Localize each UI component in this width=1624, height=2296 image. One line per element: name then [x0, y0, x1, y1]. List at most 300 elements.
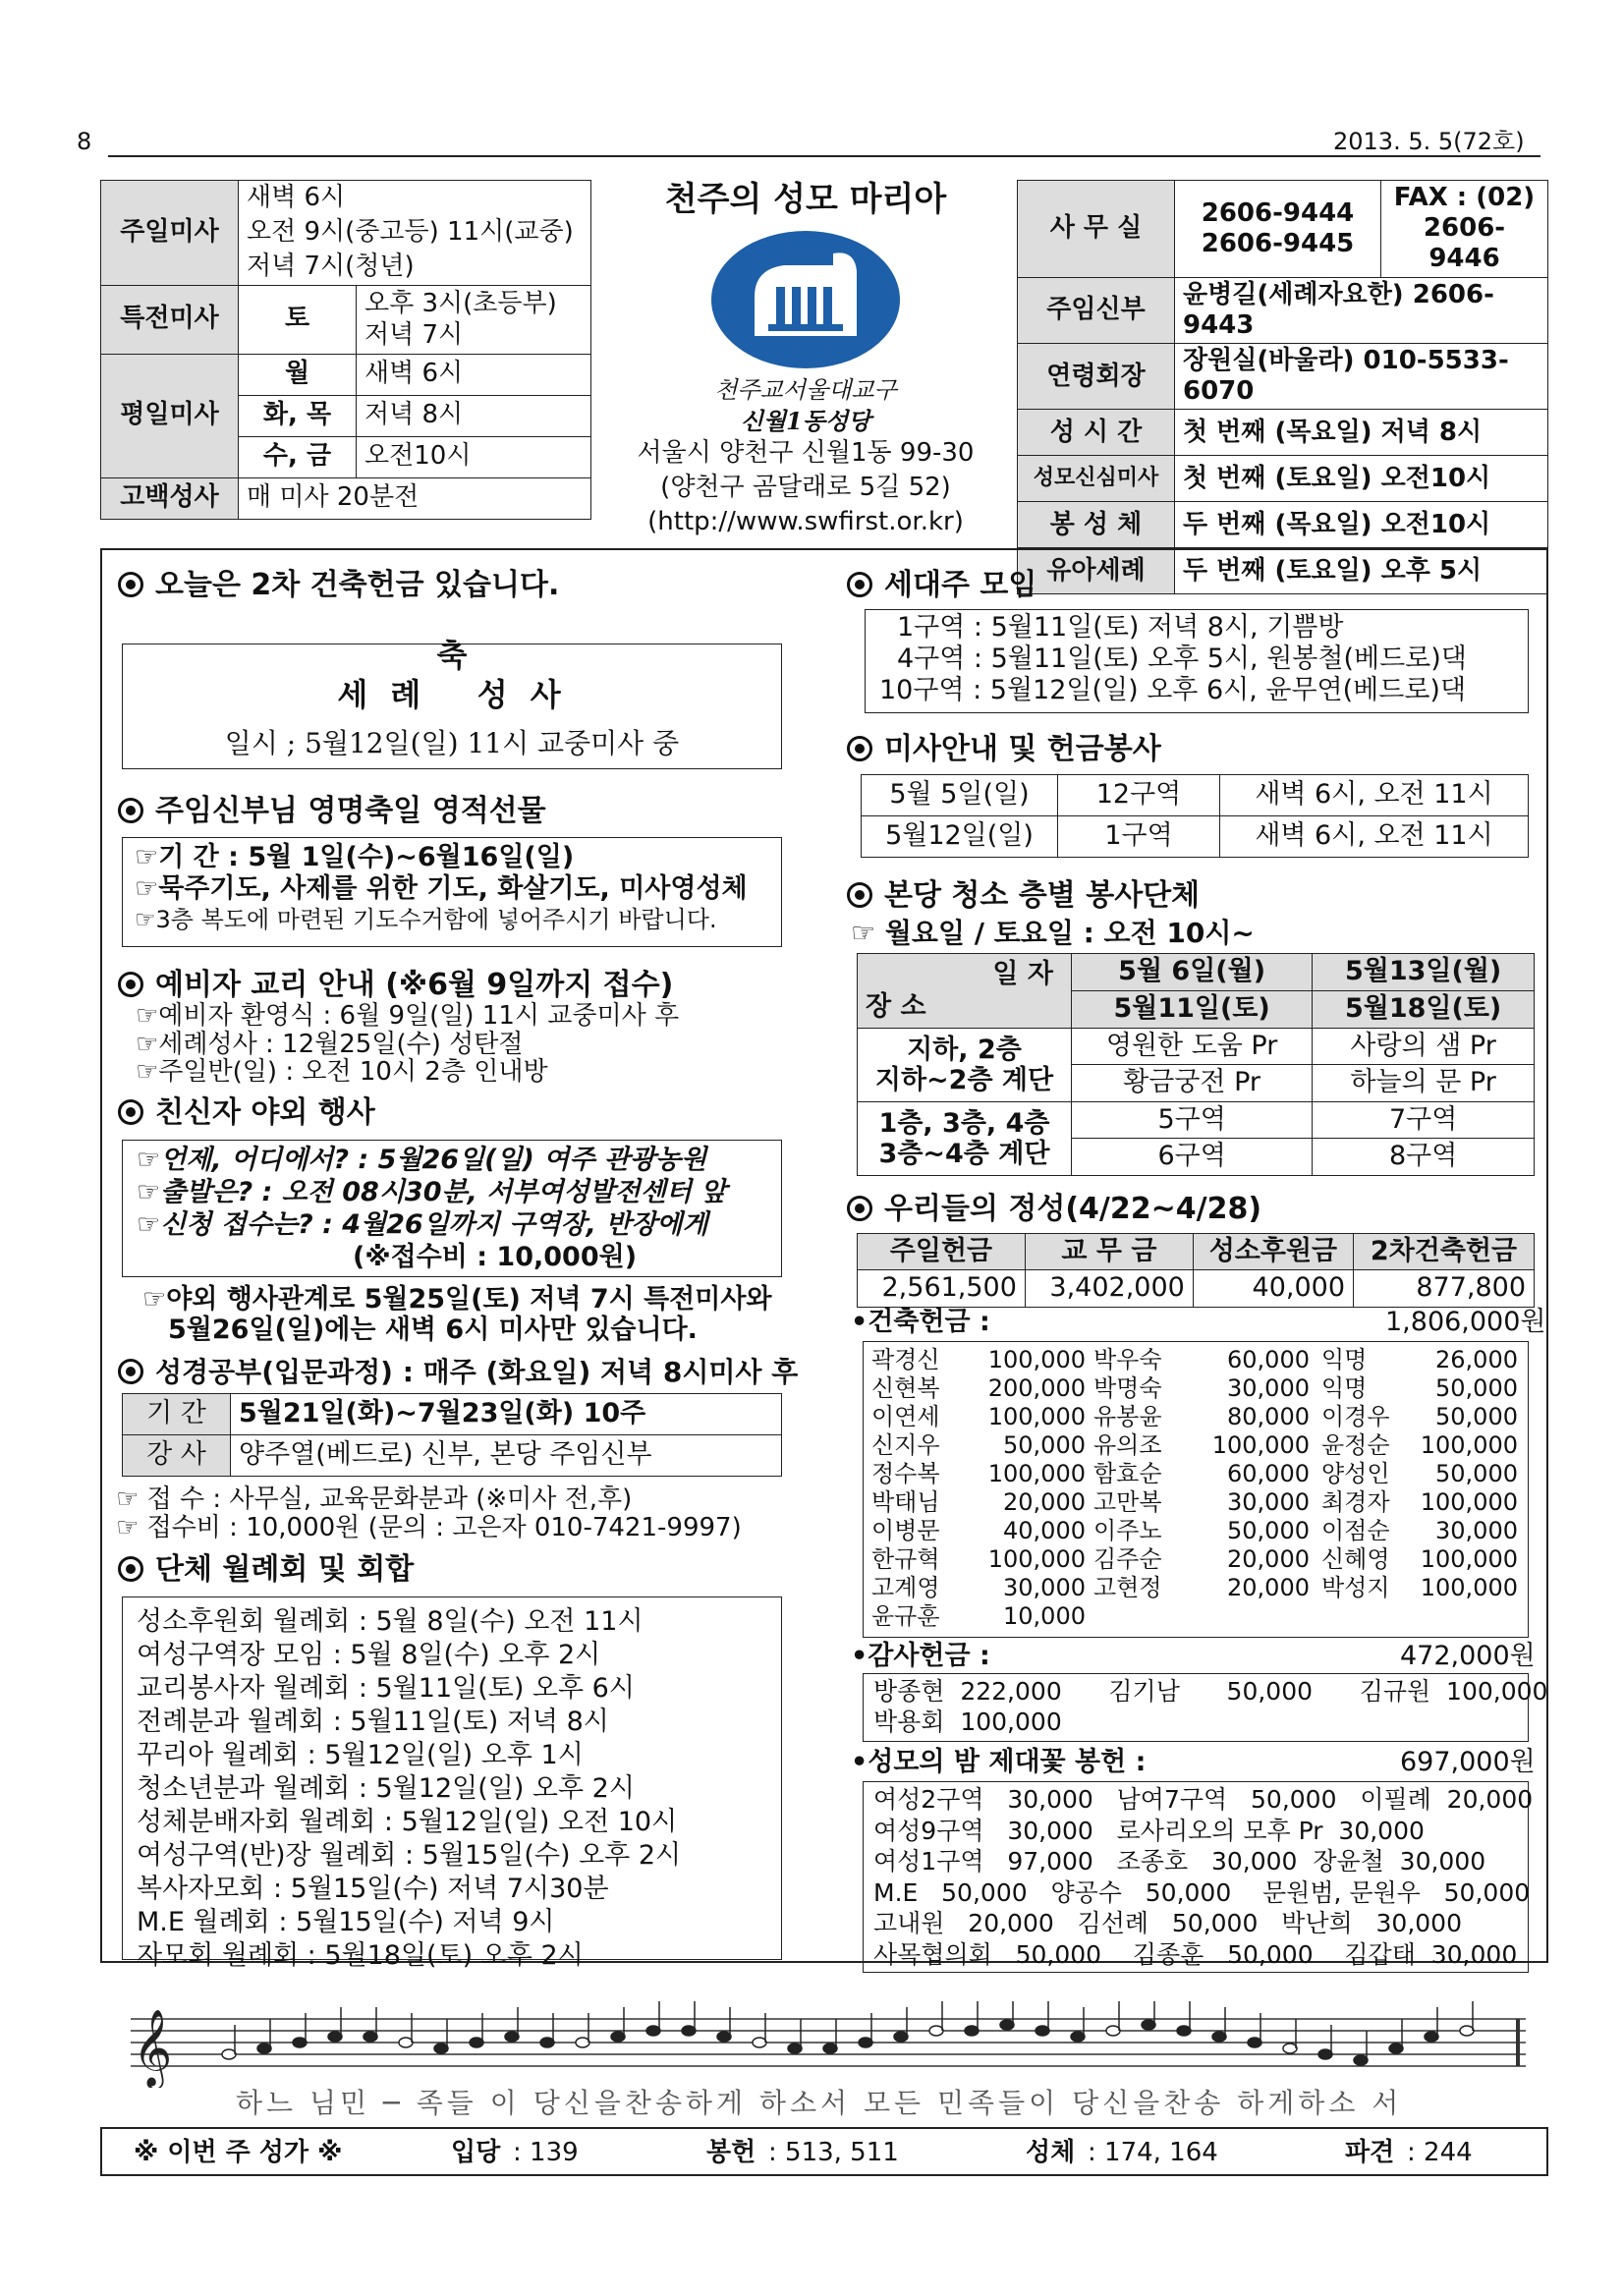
thanks-offering-total: 472,000원	[1400, 1641, 1536, 1671]
office-row-label: 성 시 간	[1018, 410, 1175, 456]
donor-row	[871, 1574, 1086, 1602]
music-note	[1142, 2020, 1155, 2030]
cleaning-place: 1층, 3층, 4층	[878, 1107, 1050, 1139]
cleaning-group: 8구역	[1313, 1139, 1535, 1175]
weekday-time: 저녁 8시	[357, 395, 591, 436]
cleaning-table	[857, 953, 1535, 1176]
guide-area: 1구역	[1058, 816, 1220, 858]
donor-amount: 20,000	[1227, 1545, 1310, 1574]
cleaning-date-header: 일 자	[992, 959, 1053, 990]
guide-time: 새벽 6시, 오전 11시	[1220, 816, 1529, 858]
donor-amount: 30,000	[1435, 1517, 1518, 1545]
parish-title: 천주의 성모 마리아	[664, 180, 947, 219]
bible-period: 5월21일(화)~7월23일(화) 10주	[231, 1394, 782, 1435]
donor-row	[1093, 1403, 1310, 1431]
offering-table	[857, 1233, 1535, 1308]
office-row-label: 성모신심미사	[1018, 456, 1175, 502]
guide-date: 5월 5일(일)	[862, 775, 1058, 816]
building-fund-label: •건축헌금 :	[851, 1307, 990, 1337]
bible-period-label: 기 간	[123, 1394, 231, 1435]
group-meeting-line: 복사자모회 : 5월15일(수) 저녁 7시30분	[137, 1874, 609, 1905]
household-title: 세대주 모임	[847, 568, 1036, 603]
cleaning-group: 7구역	[1313, 1101, 1535, 1138]
donor-name: 함효순	[1093, 1460, 1162, 1488]
donor-name: 박명숙	[1093, 1374, 1162, 1403]
donor-row	[1093, 1431, 1310, 1460]
offertory-label: 봉헌	[706, 2138, 756, 2167]
donor-row	[871, 1517, 1086, 1545]
donor-name: 곽경신	[871, 1346, 940, 1373]
church-website-link[interactable]: (http://www.swfirst.or.kr)	[647, 507, 964, 537]
donor-name: 익명	[1321, 1346, 1368, 1373]
confession-label: 고백성사	[101, 477, 239, 519]
sunday-line: 새벽 6시	[239, 181, 591, 216]
household-line: 1구역 : 5월11일(토) 저녁 8시, 기쁨방	[897, 612, 1344, 643]
page-header	[77, 128, 1550, 167]
flower-offering-total: 697,000원	[1400, 1747, 1536, 1777]
offering-value: 3,402,000	[1025, 1270, 1193, 1307]
donor-name: 고계영	[871, 1574, 940, 1602]
cleaning-group: 5구역	[1072, 1101, 1313, 1138]
cleaning-group: 사랑의 샘 Pr	[1313, 1029, 1535, 1065]
parish-logo-block	[609, 180, 1002, 539]
groups-title: 단체 월례회 및 회합	[118, 1552, 414, 1588]
sunday-mass-label: 주일미사	[101, 181, 239, 286]
donor-amount: 100,000	[1211, 1431, 1310, 1460]
office-row-value: 첫 번째 (토요일) 오전10시	[1175, 456, 1548, 502]
thanks-line: 방종현 222,000 김기남 50,000 김규원 100,000	[873, 1677, 1548, 1706]
office-row-value: 두 번째 (토요일) 오후 5시	[1175, 548, 1548, 594]
bullet-icon	[847, 882, 872, 908]
donor-row	[1321, 1517, 1518, 1545]
group-meeting-line: 성체분배자회 월례회 : 5월12일(일) 오전 10시	[137, 1807, 678, 1838]
fax-label: FAX : (02)	[1393, 183, 1536, 212]
donor-row	[1321, 1460, 1518, 1488]
group-meeting-line: 꾸리아 월례회 : 5월12일(일) 오후 1시	[137, 1740, 584, 1771]
music-note	[1248, 2038, 1261, 2047]
special-mass-label: 특전미사	[101, 285, 239, 354]
music-note	[1177, 2026, 1191, 2036]
guide-area: 12구역	[1058, 775, 1220, 816]
donor-name: 한규혁	[871, 1545, 940, 1574]
donor-amount: 100,000	[1420, 1574, 1518, 1602]
music-note	[1000, 2020, 1014, 2030]
music-note	[965, 2026, 979, 2036]
donor-name: 고현정	[1093, 1574, 1162, 1602]
cleaning-date: 5월11일(토)	[1072, 991, 1313, 1029]
music-note	[1460, 2026, 1474, 2036]
office-row-label: 유아세례	[1018, 548, 1175, 594]
building-fund-column	[1093, 1346, 1310, 1602]
hymn-score	[131, 2001, 1526, 2088]
bullet-icon	[118, 1359, 143, 1384]
bible-info	[116, 1485, 742, 1541]
donor-row	[871, 1431, 1086, 1460]
bible-table	[122, 1393, 782, 1477]
special-line: 오후 3시(초등부)	[364, 288, 557, 318]
donor-name: 최경자	[1321, 1488, 1390, 1517]
cleaning-group: 영원한 도움 Pr	[1072, 1029, 1313, 1065]
bible-line: ☞ 접 수 : 사무실, 교육문화분과 (※미사 전,후)	[116, 1484, 633, 1514]
music-note	[540, 2038, 554, 2047]
music-note	[364, 2032, 377, 2042]
donor-amount: 26,000	[1435, 1346, 1518, 1373]
bullet-icon	[118, 798, 143, 823]
cleaning-group: 6구역	[1072, 1139, 1313, 1175]
donor-row	[871, 1374, 1086, 1403]
bullet-icon	[847, 572, 872, 597]
weekday-time: 새벽 6시	[357, 354, 591, 395]
bible-line: ☞ 접수비 : 10,000원 (문의 : 고은자 010-7421-9997)	[116, 1512, 742, 1542]
donor-row	[1093, 1545, 1310, 1574]
donor-amount: 50,000	[1003, 1431, 1086, 1460]
page-number: 8	[77, 128, 92, 155]
donor-amount: 100,000	[987, 1403, 1086, 1431]
treble-clef-icon: 𝄞	[133, 2009, 173, 2087]
weekday-time: 오전10시	[357, 436, 591, 477]
donor-row	[871, 1460, 1086, 1488]
entrance-label: 입당	[451, 2138, 501, 2167]
baptism-detail: 일시 ; 5월12일(일) 11시 교중미사 중	[224, 727, 680, 759]
bible-title: 성경공부(입문과정) : 매주 (화요일) 저녁 8시미사 후	[118, 1356, 798, 1389]
office-row-label: 봉 성 체	[1018, 502, 1175, 548]
donor-row	[1093, 1460, 1310, 1488]
donor-amount: 30,000	[1003, 1574, 1086, 1602]
donor-row	[1321, 1574, 1518, 1602]
donor-amount: 10,000	[1003, 1602, 1086, 1631]
donor-amount: 200,000	[987, 1374, 1086, 1403]
bullet-icon	[118, 1556, 143, 1582]
donor-amount: 50,000	[1435, 1460, 1518, 1488]
communion-label: 성체	[1026, 2138, 1076, 2167]
flower-line: 여성9구역 30,000 로사리오의 모후 Pr 30,000	[873, 1816, 1425, 1845]
thanks-offering-label: •감사헌금 :	[851, 1641, 990, 1671]
cleaning-date: 5월13일(월)	[1313, 954, 1535, 991]
flower-line: 여성2구역 30,000 남여7구역 50,000 이필례 20,000	[873, 1785, 1534, 1814]
cleaning-place: 지하~2층 계단	[874, 1064, 1054, 1095]
bullet-icon	[118, 1099, 143, 1125]
donor-amount: 100,000	[1420, 1431, 1518, 1460]
cleaning-date: 5월 6일(월)	[1072, 954, 1313, 991]
catechism-title: 예비자 교리 안내 (※6월 9일까지 접수)	[118, 968, 673, 1003]
weekday-day: 수, 금	[239, 436, 357, 477]
catechism-line: ☞세례성사 : 12월25일(수) 성탄절	[136, 1029, 524, 1059]
music-note	[1318, 2049, 1332, 2059]
music-note	[1212, 2032, 1226, 2042]
bible-teacher-label: 강 사	[123, 1435, 231, 1477]
music-note	[1425, 2032, 1438, 2042]
offertory-hymn: : 513, 511	[768, 2138, 899, 2167]
baptism-box	[122, 637, 782, 769]
offering-head: 주일헌금	[858, 1234, 1026, 1270]
donor-name: 박성지	[1321, 1574, 1390, 1602]
offering-title: 우리들의 정성(4/22~4/28)	[847, 1192, 1261, 1227]
donor-name: 신지우	[871, 1431, 940, 1460]
music-note	[470, 2038, 483, 2047]
header-rule	[108, 155, 1540, 157]
flower-line: M.E 50,000 양공수 50,000 문원범, 문원우 50,000	[873, 1877, 1531, 1907]
donor-name: 박우숙	[1093, 1346, 1162, 1373]
donor-amount: 100,000	[987, 1545, 1086, 1574]
donor-row	[1321, 1488, 1518, 1517]
flower-offering-label: •성모의 밤 제대꽃 봉헌 :	[851, 1747, 1147, 1777]
music-note	[717, 2032, 731, 2042]
group-meeting-line: 성소후원회 월례회 : 5월 8일(수) 오전 11시	[137, 1606, 644, 1637]
building-fund-column	[871, 1346, 1086, 1631]
music-note	[399, 2038, 413, 2047]
donor-row	[1093, 1346, 1310, 1374]
confession-value: 매 미사 20분전	[239, 477, 591, 519]
mass-schedule-table	[100, 180, 591, 520]
office-row-value: 장원실(바울라) 010-5533-6070	[1175, 343, 1548, 409]
donor-name: 익명	[1321, 1374, 1368, 1403]
office-row-label: 주임신부	[1018, 277, 1175, 343]
weekday-day: 화, 목	[239, 395, 357, 436]
donor-name: 정수복	[871, 1460, 940, 1488]
feast-line: ☞3층 복도에 마련된 기도수거함에 넣어주시기 바랍니다.	[135, 905, 717, 933]
donor-amount: 50,000	[1435, 1403, 1518, 1431]
donor-row	[1093, 1374, 1310, 1403]
fax-number: 2606-9446	[1423, 213, 1506, 274]
building-fund-total: 1,806,000원	[1385, 1307, 1546, 1337]
office-row-value: 첫 번째 (목요일) 저녁 8시	[1175, 410, 1548, 456]
music-note	[611, 2032, 625, 2042]
music-note	[646, 2026, 660, 2036]
flower-line: 여성1구역 97,000 조종호 30,000 장윤철 30,000	[873, 1847, 1486, 1876]
parish-emblem-icon	[707, 226, 904, 373]
music-note	[1283, 2044, 1297, 2053]
donor-amount: 20,000	[1227, 1574, 1310, 1602]
picnic-line: (※접수비 : 10,000원)	[353, 1241, 638, 1272]
donor-name: 유봉윤	[1093, 1403, 1162, 1431]
feast-line: ☞기 간 : 5월 1일(수)~6월16일(일)	[135, 842, 575, 872]
church-address-road: (양천구 곰달래로 5길 52)	[660, 473, 951, 503]
donor-name: 김주순	[1093, 1545, 1162, 1574]
donor-name: 이경우	[1321, 1403, 1390, 1431]
music-note	[293, 2038, 307, 2047]
household-line: 10구역 : 5월12일(일) 오후 6시, 윤무연(베드로)댁	[879, 674, 1467, 705]
music-note	[788, 2044, 802, 2053]
donor-row	[871, 1346, 1086, 1374]
donor-name: 신혜영	[1321, 1545, 1390, 1574]
hymn-lyrics: 하느 님민 ─ 족들 이 당신을찬송하게 하소서 모든 민족들이 당신을찬송 하게하소 서	[236, 2087, 1403, 2119]
mass-guide-title: 미사안내 및 헌금봉사	[847, 732, 1161, 767]
office-info-table	[1017, 180, 1548, 594]
music-note	[929, 2026, 943, 2036]
donor-name: 이병문	[871, 1517, 940, 1545]
donor-row	[871, 1602, 1086, 1631]
group-meeting-line: M.E 월례회 : 5월15일(수) 저녁 9시	[137, 1907, 555, 1938]
donor-row	[1321, 1346, 1518, 1374]
donor-name: 신현복	[871, 1374, 940, 1403]
office-row-value: 윤병길(세례자요한) 2606-9443	[1175, 277, 1548, 343]
cleaning-place-header: 장 소	[866, 990, 926, 1022]
music-note	[257, 2044, 271, 2053]
donor-row	[1321, 1374, 1518, 1403]
picnic-line: ☞출발은? : 오전 08시30분, 서부여성발전센터 앞	[137, 1176, 727, 1207]
music-note	[328, 2032, 342, 2042]
bullet-icon	[118, 572, 143, 597]
building-fund-box	[863, 1341, 1529, 1638]
cleaning-group: 황금궁전 Pr	[1072, 1065, 1313, 1101]
picnic-note-line: 5월26일(일)에는 새벽 6시 미사만 있습니다.	[168, 1315, 698, 1346]
issue-date: 2013. 5. 5(72호)	[1333, 128, 1525, 155]
office-row-label: 연령회장	[1018, 343, 1175, 409]
church-name: 신월1동성당	[740, 406, 871, 435]
donor-name: 윤규훈	[871, 1602, 940, 1631]
donor-row	[1321, 1545, 1518, 1574]
cleaning-schedule-note: ☞ 월요일 / 토요일 : 오전 10시~	[851, 917, 1255, 949]
weekday-mass-label: 평일미사	[101, 354, 239, 477]
household-box	[865, 609, 1529, 713]
celebrate-mark: 축	[436, 637, 468, 674]
office-phone: 2606-9444	[1201, 197, 1355, 228]
sunday-line: 오전 9시(중고등) 11시(교중)	[239, 215, 591, 250]
feast-box	[122, 837, 782, 947]
flower-offering-box	[863, 1781, 1534, 1973]
mass-guide-table	[861, 774, 1529, 858]
donor-amount: 50,000	[1227, 1517, 1310, 1545]
cleaning-date: 5월18일(토)	[1313, 991, 1535, 1029]
cleaning-group: 하늘의 문 Pr	[1313, 1065, 1535, 1101]
offering-value: 877,800	[1354, 1270, 1535, 1307]
donor-row	[1093, 1517, 1310, 1545]
donor-name: 양성인	[1321, 1460, 1390, 1488]
offering-value: 40,000	[1193, 1270, 1353, 1307]
office-label: 사 무 실	[1018, 181, 1175, 278]
picnic-note-line: ☞야외 행사관계로 5월25일(토) 저녁 7시 특전미사와	[142, 1284, 772, 1315]
catechism-line: ☞주일반(일) : 오전 10시 2층 인내방	[136, 1057, 548, 1088]
baptism-title: 세 례 성 사	[337, 676, 567, 713]
hymn-footer-title: ※ 이번 주 성가 ※	[134, 2138, 343, 2167]
music-note	[1106, 2026, 1120, 2036]
donor-row	[1093, 1488, 1310, 1517]
donor-name: 박태님	[871, 1488, 940, 1517]
cleaning-place: 지하, 2층	[907, 1034, 1022, 1065]
dismissal-label: 파견	[1345, 2138, 1395, 2167]
group-meeting-line: 여성구역(반)장 월례회 : 5월15일(수) 오후 2시	[137, 1840, 682, 1872]
donor-row	[871, 1545, 1086, 1574]
church-address: 서울시 양천구 신월1동 99-30	[637, 438, 975, 469]
music-note	[576, 2038, 589, 2047]
catechism-line: ☞예비자 환영식 : 6월 9일(일) 11시 교중미사 후	[136, 1001, 680, 1031]
donor-name: 이연세	[871, 1403, 940, 1431]
picnic-title: 친신자 야외 행사	[118, 1095, 375, 1131]
donor-name: 윤정순	[1321, 1431, 1390, 1460]
donor-amount: 100,000	[1420, 1488, 1518, 1517]
donor-name: 고만복	[1093, 1488, 1162, 1517]
offering-head: 2차건축헌금	[1354, 1234, 1535, 1270]
donor-amount: 100,000	[1420, 1545, 1518, 1574]
offering-value: 2,561,500	[858, 1270, 1026, 1307]
dismissal-hymn: : 244	[1407, 2138, 1473, 2167]
donor-amount: 100,000	[987, 1346, 1086, 1373]
thanks-line: 박용회 100,000	[873, 1708, 1062, 1737]
music-note	[1389, 2044, 1403, 2053]
group-meeting-line: 여성구역장 모임 : 5월 8일(수) 오후 2시	[137, 1640, 601, 1671]
diocese-name: 천주교서울대교구	[714, 375, 897, 404]
special-line: 저녁 7시	[364, 320, 464, 351]
guide-date: 5월12일(일)	[862, 816, 1058, 858]
donor-amount: 80,000	[1227, 1403, 1310, 1431]
cleaning-place: 3층~4층 계단	[878, 1138, 1050, 1169]
sunday-line: 저녁 7시(청년)	[239, 250, 591, 285]
bible-teacher: 양주열(베드로) 신부, 본당 주임신부	[231, 1435, 782, 1477]
offering-head: 성소후원금	[1193, 1234, 1353, 1270]
special-day: 토	[239, 285, 357, 354]
thanks-offering-box	[863, 1673, 1548, 1742]
donor-amount: 60,000	[1227, 1346, 1310, 1373]
donor-amount: 60,000	[1227, 1460, 1310, 1488]
picnic-line: ☞신청 접수는? : 4월26일까지 구역장, 반장에게	[137, 1208, 708, 1240]
household-line: 4구역 : 5월11일(토) 오후 5시, 원봉철(베드로)댁	[897, 643, 1467, 674]
music-note	[434, 2044, 448, 2053]
music-note	[682, 2026, 696, 2036]
offering-head: 교 무 금	[1025, 1234, 1193, 1270]
donor-name: 유의조	[1093, 1431, 1162, 1460]
communion-hymn: : 174, 164	[1088, 2138, 1218, 2167]
donor-amount: 30,000	[1227, 1374, 1310, 1403]
donor-name: 이주노	[1093, 1517, 1162, 1545]
donor-name: 이점순	[1321, 1517, 1390, 1545]
flower-line: 사목협의회 50,000 김종훈 50,000 김갑태 30,000	[873, 1939, 1518, 1969]
music-note	[505, 2032, 519, 2042]
picnic-note	[142, 1284, 772, 1345]
building-fund-column	[1321, 1346, 1518, 1602]
music-note	[1071, 2032, 1085, 2042]
catechism-list	[136, 1002, 679, 1087]
donor-amount: 40,000	[1003, 1517, 1086, 1545]
bullet-icon	[847, 1196, 872, 1221]
office-row-value: 두 번째 (목요일) 오전10시	[1175, 502, 1548, 548]
group-meeting-line: 청소년분과 월례회 : 5월12일(일) 오후 2시	[137, 1773, 635, 1805]
flower-line: 고내원 20,000 김선례 50,000 박난희 30,000	[873, 1909, 1462, 1937]
bullet-icon	[847, 736, 872, 761]
group-meeting-line: 전례분과 월례회 : 5월11일(토) 저녁 8시	[137, 1707, 609, 1738]
donor-amount: 20,000	[1003, 1488, 1086, 1517]
donor-amount: 50,000	[1435, 1374, 1518, 1403]
donor-row	[1093, 1574, 1310, 1602]
group-meeting-line: 자모회 월례회 : 5월18일(토) 오후 2시	[137, 1940, 584, 1972]
entrance-hymn: : 139	[513, 2138, 579, 2167]
feast-title: 주임신부님 영명축일 영적선물	[118, 794, 546, 829]
music-note	[753, 2038, 766, 2047]
music-note	[1036, 2026, 1049, 2036]
bullet-icon	[118, 972, 143, 997]
donor-amount: 30,000	[1227, 1488, 1310, 1517]
cleaning-title: 본당 청소 층별 봉사단체	[847, 878, 1200, 914]
groups-box	[122, 1596, 782, 1972]
weekday-day: 월	[239, 354, 357, 395]
music-note	[1354, 2055, 1368, 2065]
collection-notice: 오늘은 2차 건축헌금 있습니다.	[118, 568, 559, 603]
group-meeting-line: 교리봉사자 월례회 : 5월11일(토) 오후 6시	[137, 1673, 635, 1705]
donor-amount: 100,000	[987, 1460, 1086, 1488]
hymn-footer	[100, 2127, 1548, 2176]
picnic-box	[122, 1140, 782, 1277]
picnic-line: ☞언제, 어디에서? : 5월26일(일) 여주 관광농원	[137, 1145, 707, 1175]
music-note	[222, 2049, 236, 2059]
office-phone: 2606-9445	[1201, 228, 1355, 258]
guide-time: 새벽 6시, 오전 11시	[1220, 775, 1529, 816]
donor-row	[871, 1403, 1086, 1431]
music-note	[823, 2044, 837, 2053]
music-note	[859, 2038, 872, 2047]
donor-row	[1321, 1431, 1518, 1460]
feast-line: ☞묵주기도, 사제를 위한 기도, 화살기도, 미사영성체	[135, 873, 748, 905]
donor-row	[1321, 1403, 1518, 1431]
donor-row	[871, 1488, 1086, 1517]
